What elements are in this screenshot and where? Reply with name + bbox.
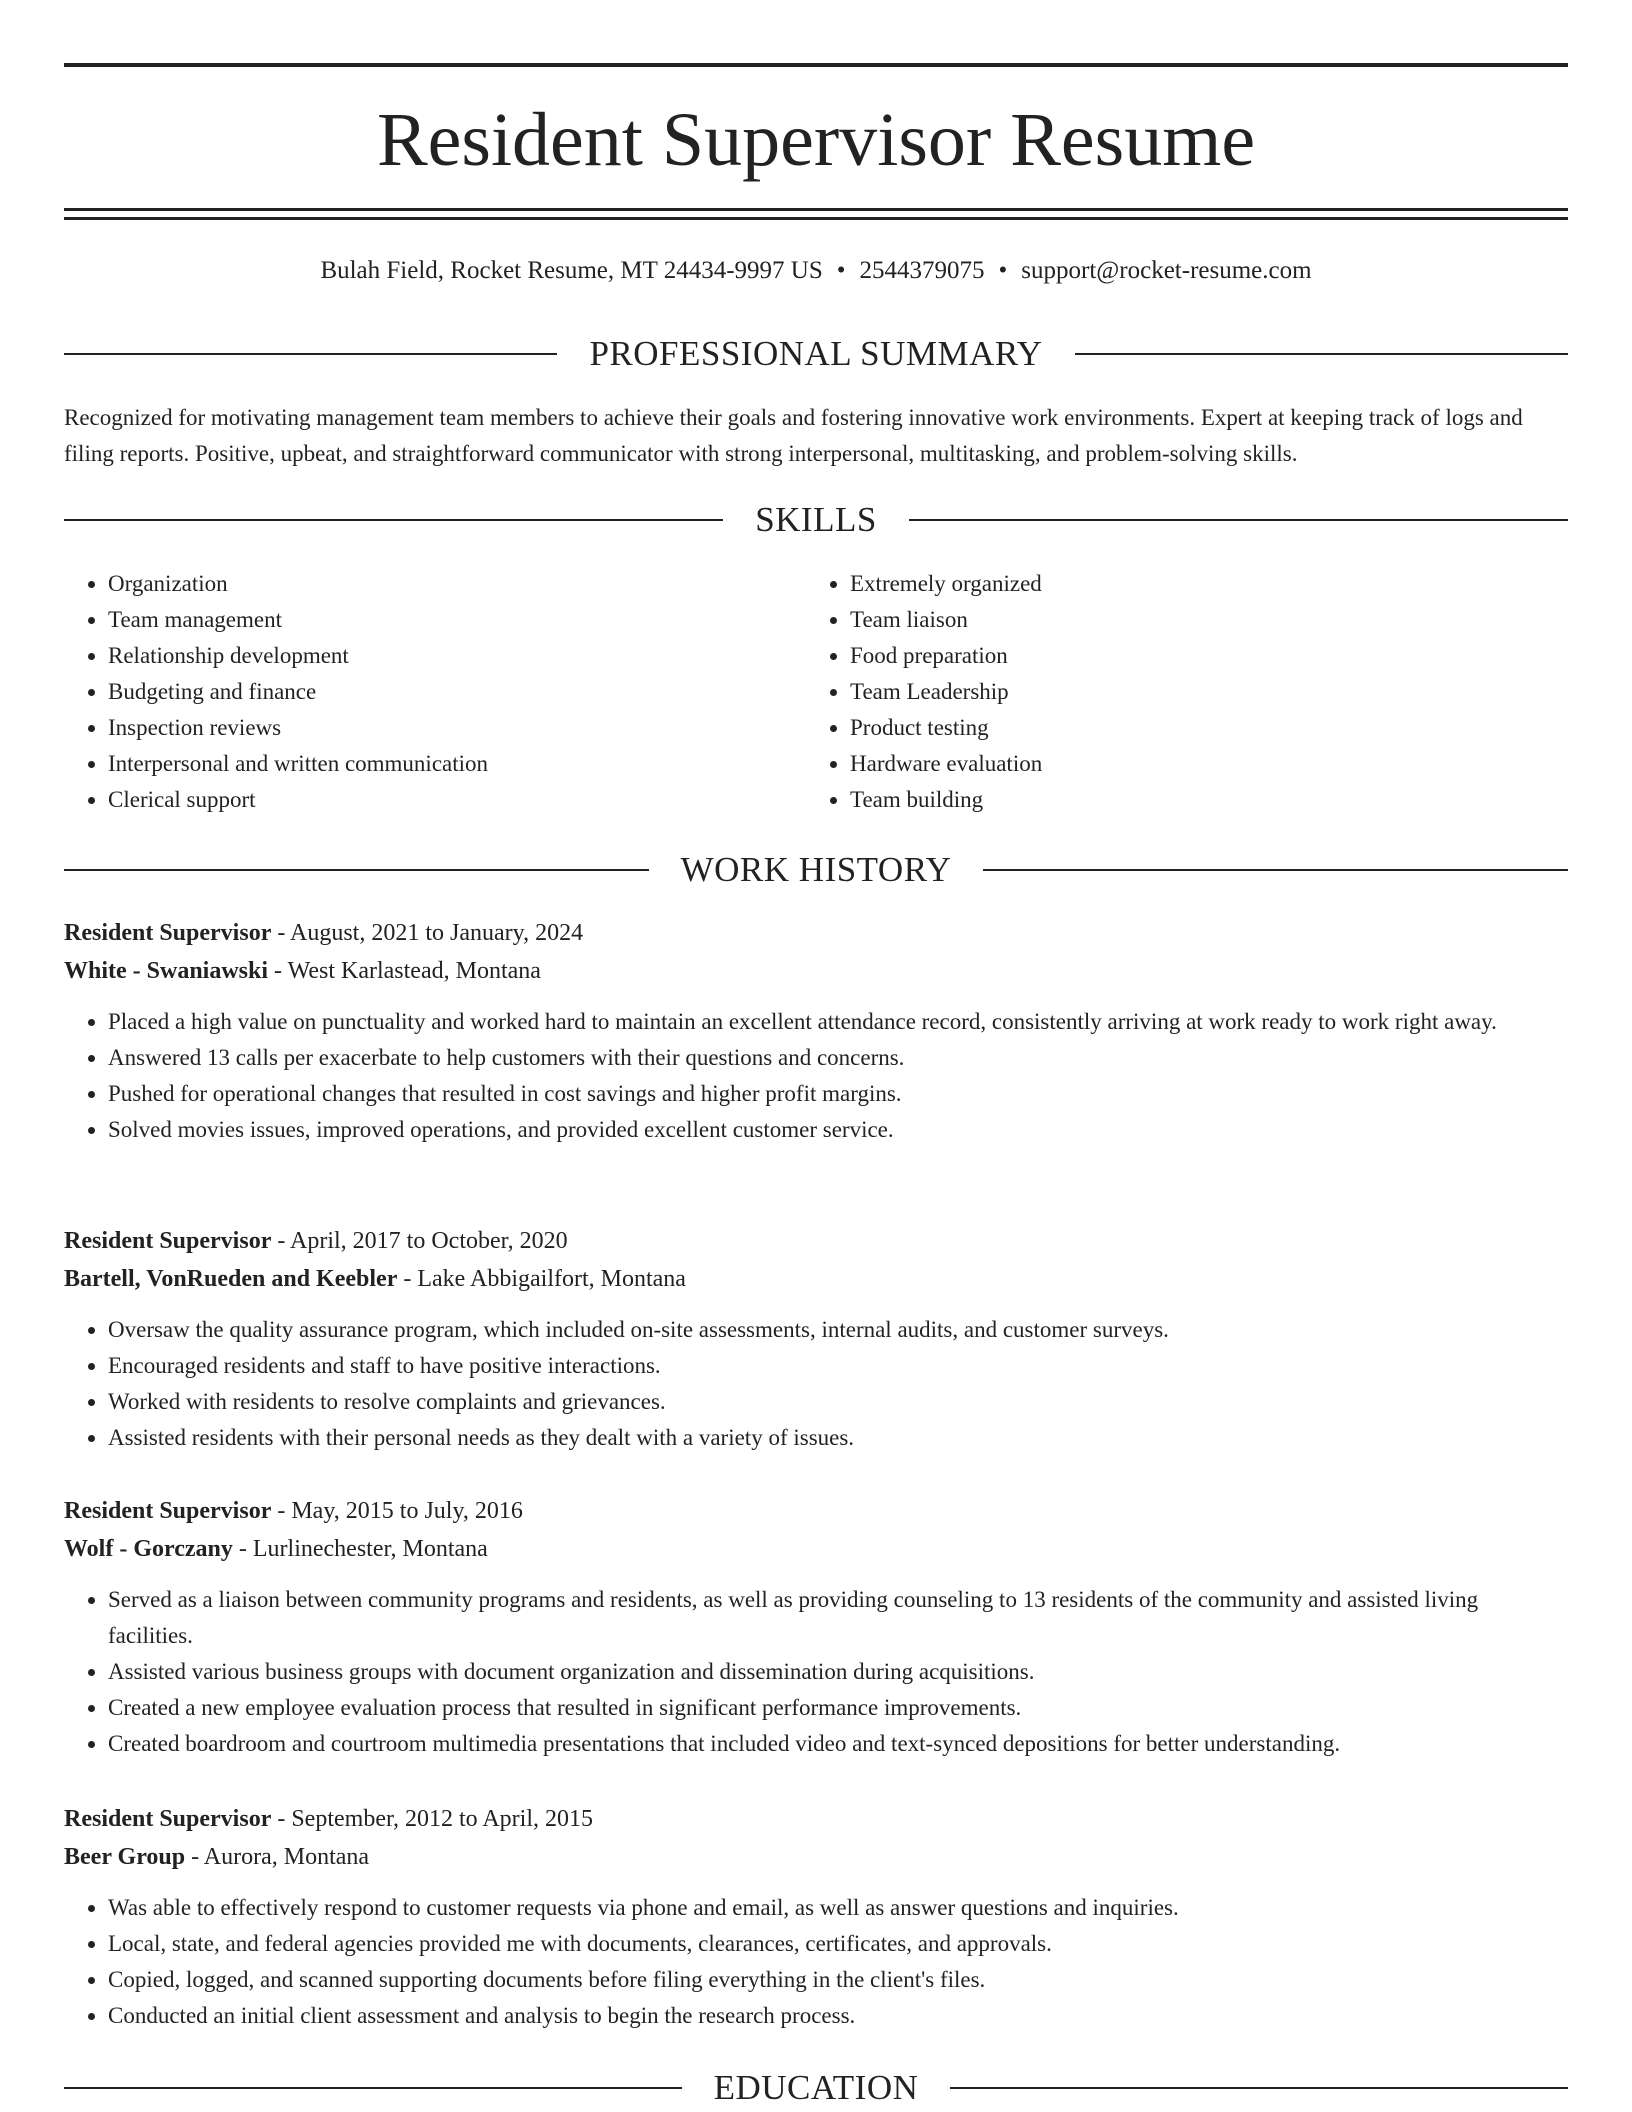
skill-item: • Extremely organized — [850, 566, 1548, 602]
section-rule — [1075, 353, 1568, 355]
skill-item: • Team liaison — [850, 602, 1548, 638]
section-rule — [64, 353, 557, 355]
job-company-line — [64, 1838, 1568, 1876]
job-role: Resident Supervisor — [64, 920, 272, 946]
skill-item: • Relationship development — [108, 638, 806, 674]
job-location: - Lurlinechester, Montana — [232, 1536, 488, 1562]
section-rule — [909, 519, 1568, 521]
job-duty-item: • Was able to effectively respond to customer requests via phone and email, as well as answer questions and inquiries. — [108, 1890, 1568, 1926]
skill-item: • Product testing — [850, 710, 1548, 746]
job-duties — [64, 1004, 1568, 1148]
job-location: - Aurora, Montana — [185, 1844, 370, 1870]
contact-separator: • — [836, 257, 846, 284]
job-company: Bartell, VonRueden and Keebler — [64, 1266, 398, 1292]
job-role: Resident Supervisor — [64, 1498, 272, 1524]
section-rule — [983, 869, 1568, 871]
job-dates: - April, 2017 to October, 2020 — [271, 1228, 568, 1254]
job-duty-item: • Created boardroom and courtroom multimedia presentations that included video and text-synced depositions for better understanding. — [108, 1726, 1568, 1762]
section-title-work-history: WORK HISTORY — [680, 850, 952, 889]
skills-column-right — [806, 566, 1548, 818]
section-rule — [64, 519, 723, 521]
job-duty-item: • Served as a liaison between community programs and residents, as well as providing counseling to 13 residents of the community and assisted living facilities. — [108, 1582, 1568, 1654]
job-duty-item: • Worked with residents to resolve complaints and grievances. — [108, 1384, 1568, 1420]
job-duty-item: • Answered 13 calls per exacerbate to help customers with their questions and concerns. — [108, 1040, 1568, 1076]
job-duty-item: • Assisted various business groups with document organization and dissemination during acquisitions. — [108, 1654, 1568, 1690]
job-entry — [64, 1492, 1568, 1762]
skill-item: • Team management — [108, 602, 806, 638]
section-header-summary — [64, 334, 1568, 374]
section-title-education: EDUCATION — [713, 2068, 919, 2107]
skill-item: • Budgeting and finance — [108, 674, 806, 710]
summary-text: Recognized for motivating management team members to achieve their goals and fostering innovative work environments. Expert at keeping track of logs and filing reports. Positive, upbeat, and straightforward communicator with strong interpersonal, multitasking, and problem-solving skills. — [64, 405, 1523, 466]
job-duty-item: • Local, state, and federal agencies provided me with documents, clearances, certificates, and approvals. — [108, 1926, 1568, 1962]
job-company: Wolf - Gorczany — [64, 1536, 233, 1562]
job-company: Beer Group — [64, 1844, 186, 1870]
job-location: - Lake Abbigailfort, Montana — [397, 1266, 686, 1292]
contact-address: Bulah Field, Rocket Resume, MT 24434-9997 US — [320, 257, 823, 284]
job-entry — [64, 1800, 1568, 2034]
contact-separator: • — [998, 257, 1008, 284]
job-duty-item: • Pushed for operational changes that resulted in cost savings and higher profit margins. — [108, 1076, 1568, 1112]
section-title-summary: PROFESSIONAL SUMMARY — [589, 334, 1043, 373]
skill-item: • Food preparation — [850, 638, 1548, 674]
skill-item: • Inspection reviews — [108, 710, 806, 746]
section-rule — [64, 869, 649, 871]
resume-title: Resident Supervisor Resume — [376, 98, 1256, 182]
title-double-rule — [64, 208, 1568, 220]
job-duty-item: • Copied, logged, and scanned supporting documents before filing everything in the client's files. — [108, 1962, 1568, 1998]
job-title-line — [64, 1492, 1568, 1530]
section-rule — [64, 2087, 682, 2089]
job-role: Resident Supervisor — [64, 1806, 272, 1832]
job-title-line — [64, 1222, 1568, 1260]
section-rule — [950, 2087, 1568, 2089]
skill-item: • Team building — [850, 782, 1548, 818]
job-title-line — [64, 914, 1568, 952]
job-company-line — [64, 1530, 1568, 1568]
job-dates: - September, 2012 to April, 2015 — [271, 1806, 594, 1832]
contact-phone: 2544379075 — [859, 257, 985, 284]
job-role: Resident Supervisor — [64, 1228, 272, 1254]
section-header-education — [64, 2068, 1568, 2108]
section-title-skills: SKILLS — [755, 500, 877, 539]
skill-item: • Interpersonal and written communication — [108, 746, 806, 782]
job-company-line — [64, 1260, 1568, 1298]
job-company-line — [64, 952, 1568, 990]
skill-item: • Team Leadership — [850, 674, 1548, 710]
job-duty-item: • Conducted an initial client assessment and analysis to begin the research process. — [108, 1998, 1568, 2034]
job-duty-item: • Solved movies issues, improved operations, and provided excellent customer service. — [108, 1112, 1568, 1148]
skills-column-left — [64, 566, 806, 818]
job-duty-item: • Assisted residents with their personal needs as they dealt with a variety of issues. — [108, 1420, 1568, 1456]
section-header-skills — [64, 500, 1568, 540]
job-duties — [64, 1312, 1568, 1456]
job-company: White - Swaniawski — [64, 958, 269, 984]
section-header-work-history — [64, 850, 1568, 890]
job-dates: - August, 2021 to January, 2024 — [271, 920, 584, 946]
job-duty-item: • Oversaw the quality assurance program, which included on-site assessments, internal audits, and customer surveys. — [108, 1312, 1568, 1348]
job-location: - West Karlastead, Montana — [268, 958, 541, 984]
job-dates: - May, 2015 to July, 2016 — [271, 1498, 523, 1524]
job-duty-item: • Placed a high value on punctuality and worked hard to maintain an excellent attendance record, consistently arriving at work ready to work right away. — [108, 1004, 1568, 1040]
skill-item: • Clerical support — [108, 782, 806, 818]
top-rule — [64, 63, 1568, 67]
skills-list — [64, 566, 1568, 818]
contact-line — [64, 255, 1568, 287]
job-duties — [64, 1582, 1568, 1762]
job-duties — [64, 1890, 1568, 2034]
skill-item: • Hardware evaluation — [850, 746, 1548, 782]
skill-item: • Organization — [108, 566, 806, 602]
job-entry — [64, 1222, 1568, 1456]
contact-email: support@rocket-resume.com — [1021, 257, 1312, 284]
job-duty-item: • Created a new employee evaluation process that resulted in significant performance improvements. — [108, 1690, 1568, 1726]
job-entry — [64, 914, 1568, 1148]
job-title-line — [64, 1800, 1568, 1838]
job-duty-item: • Encouraged residents and staff to have positive interactions. — [108, 1348, 1568, 1384]
